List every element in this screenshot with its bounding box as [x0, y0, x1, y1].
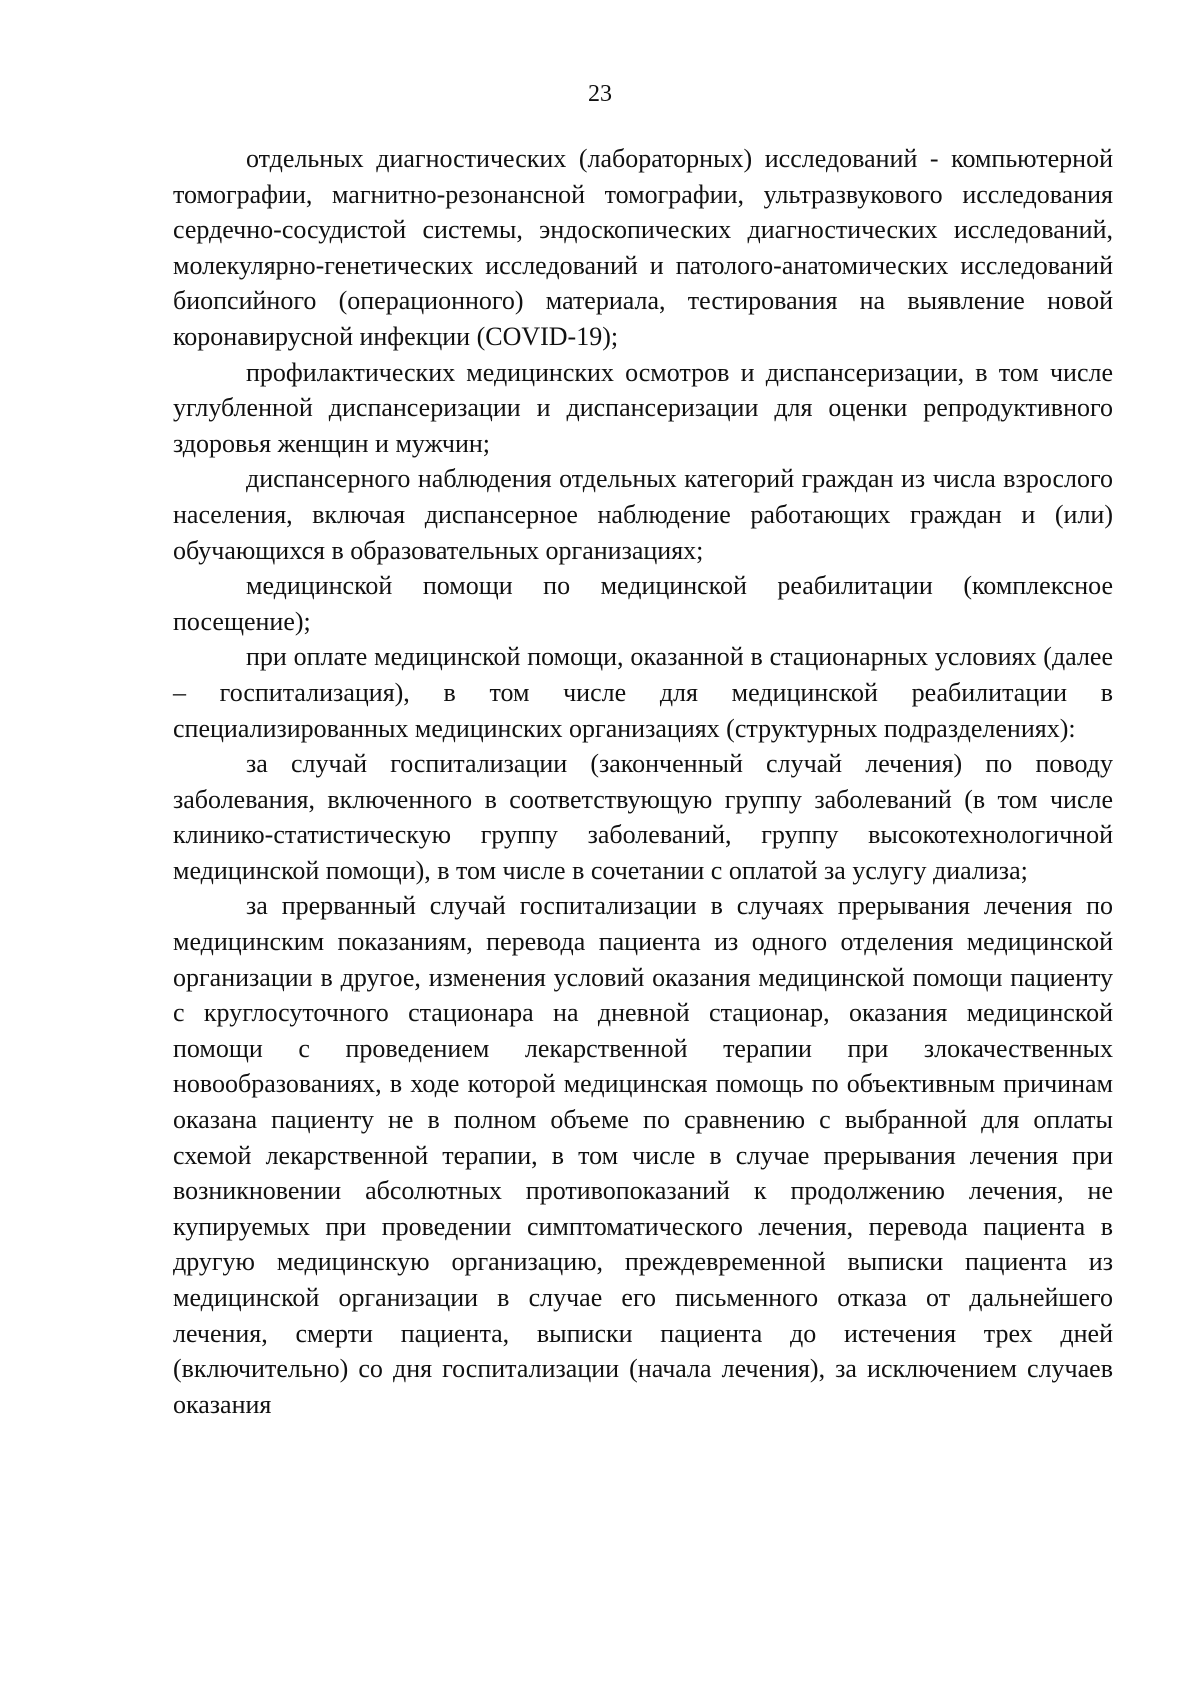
document-body	[173, 141, 1113, 1422]
paragraph-completed-case: за случай госпитализации (законченный случай лечения) по поводу заболевания, включенного в соответствующую группу заболеваний (в том числе клинико-статистическую группу заболеваний, группу высокотехнологичной медицинской помощи), в том числе в сочетании с оплатой за услугу диализа;	[173, 749, 1113, 885]
paragraph-rehabilitation: медицинской помощи по медицинской реабилитации (комплексное посещение);	[173, 571, 1113, 636]
page-number: 23	[588, 81, 612, 107]
paragraph-diagnostic-studies: отдельных диагностических (лабораторных) исследований - компьютерной томографии, магнитно-резонансной томографии, ультразвукового исследования сердечно-сосудистой системы, эндоскопических диагностических исследований, молекулярно-генетических исследований и патолого-анатомических исследований биопсийного (операционного) материала, тестирования на выявление новой коронавирусной инфекции (COVID-19);	[173, 144, 1113, 351]
paragraph-dispensary-observation: диспансерного наблюдения отдельных категорий граждан из числа взрослого населения, включая диспансерное наблюдение работающих граждан и (или) обучающихся в образовательных организациях;	[173, 464, 1113, 565]
paragraph-interrupted-case: за прерванный случай госпитализации в случаях прерывания лечения по медицинским показаниям, перевода пациента из одного отделения медицинской организации в другое, изменения условий оказания медицинской помощи пациенту с круглосуточного стационара на дневной стационар, оказания медицинской помощи с проведением лекарственной терапии при злокачественных новообразованиях, в ходе которой медицинская помощь по объективным причинам оказана пациенту не в полном объеме по сравнению с выбранной для оплаты схемой лекарственной терапии, в том числе в случае прерывания лечения при возникновении абсолютных противопоказаний к продолжению лечения, не купируемых при проведении симптоматического лечения, перевода пациента в другую медицинскую организацию, преждевременной выписки пациента из медицинской организации в случае его письменного отказа от дальнейшего лечения, смерти пациента, выписки пациента до истечения трех дней (включительно) со дня госпитализации (начала лечения), за исключением случаев оказания	[173, 891, 1113, 1419]
paragraph-inpatient-payment: при оплате медицинской помощи, оказанной в стационарных условиях (далее – госпитализация), в том числе для медицинской реабилитации в специализированных медицинских организациях (структурных подразделениях):	[173, 642, 1113, 743]
paragraph-preventive-exams: профилактических медицинских осмотров и диспансеризации, в том числе углубленной диспансеризации и диспансеризации для оценки репродуктивного здоровья женщин и мужчин;	[173, 357, 1113, 458]
